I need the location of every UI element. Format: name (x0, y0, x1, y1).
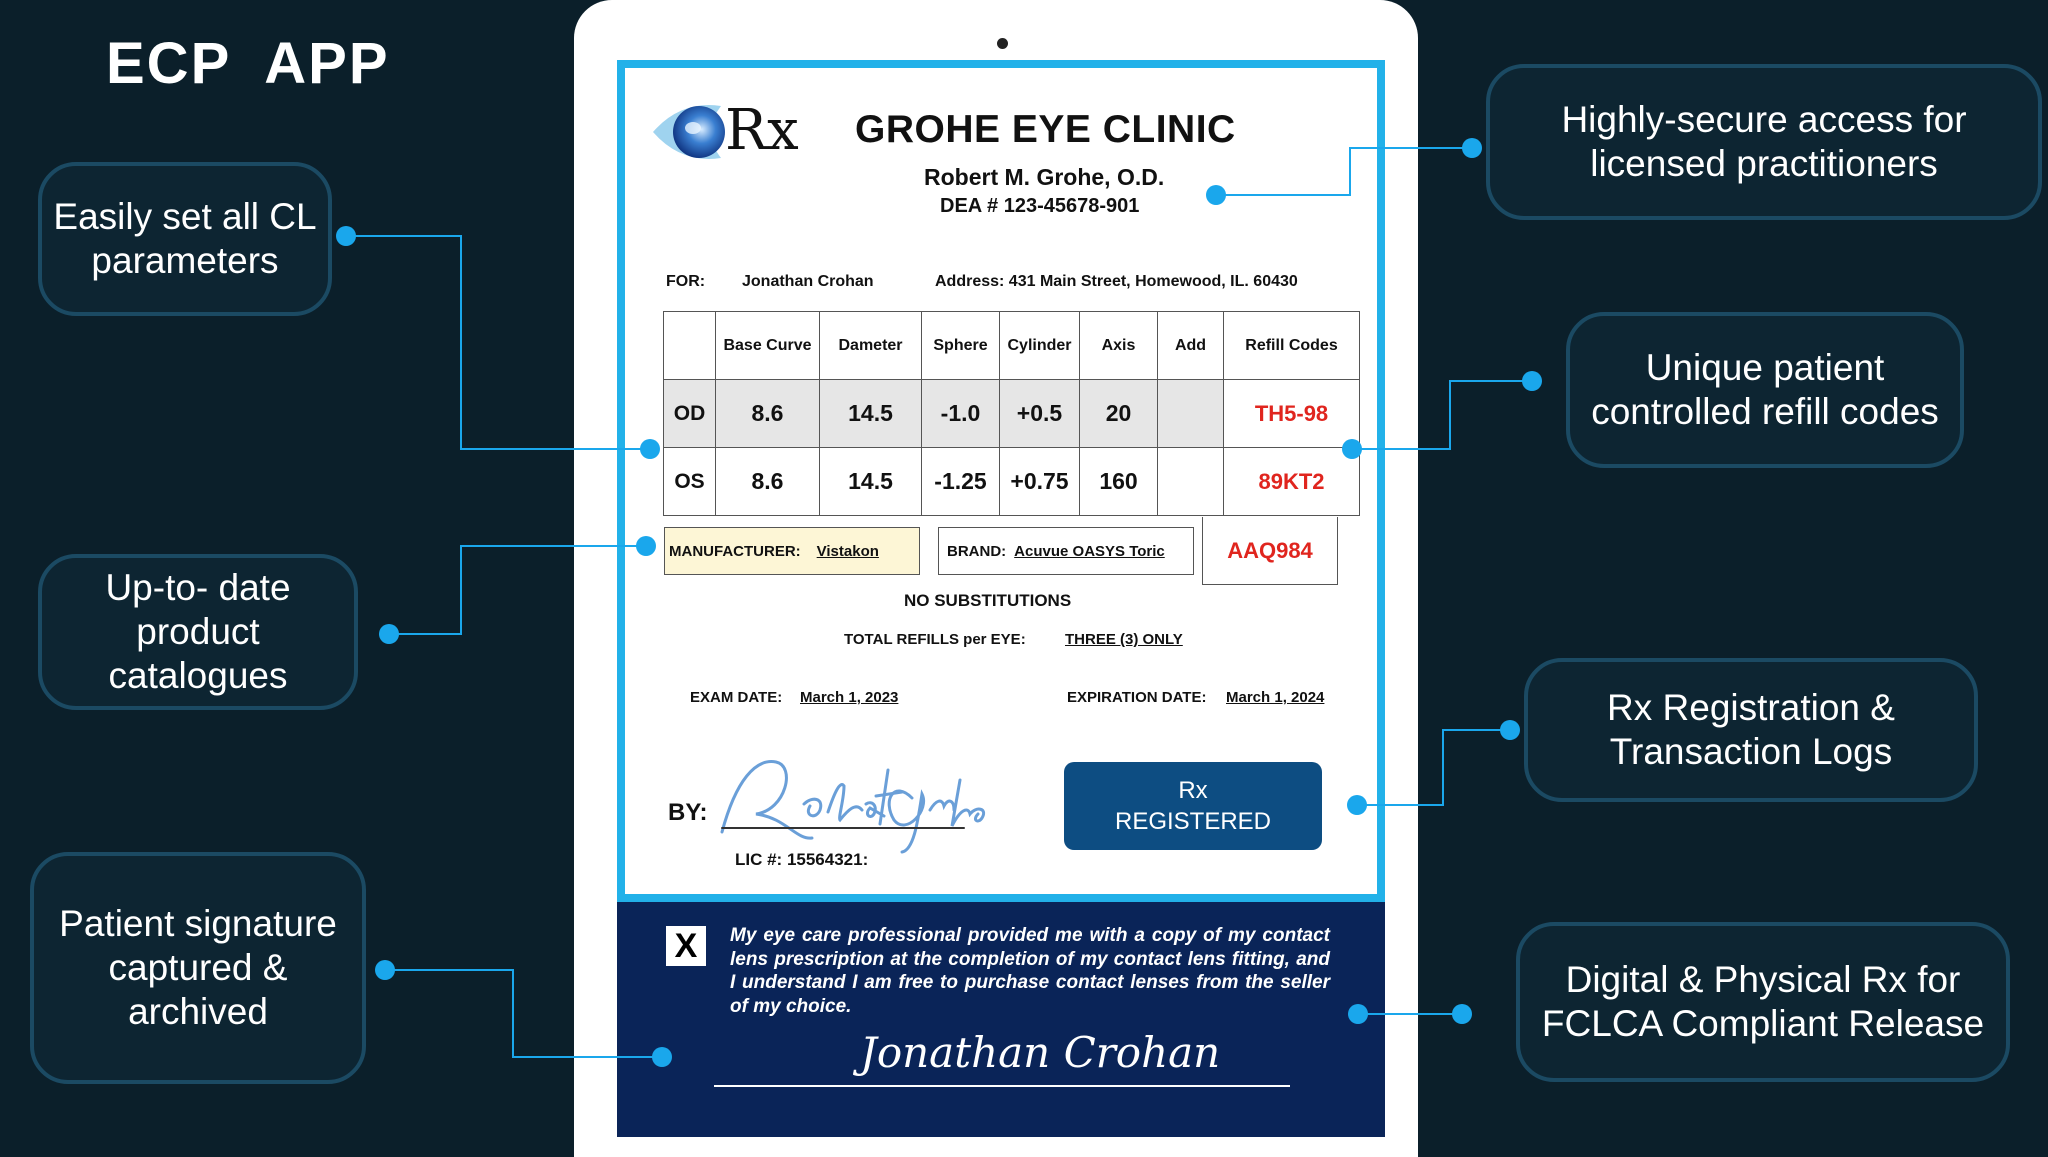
table-cell[interactable]: 160 (1080, 448, 1158, 516)
for-label: FOR: (666, 273, 706, 290)
column-header: Refill Codes (1224, 312, 1360, 380)
no-substitutions: NO SUBSTITUTIONS (904, 591, 1072, 610)
refill-code: TH5-98 (1224, 380, 1360, 448)
connector-dot (640, 439, 660, 459)
connector-dot (1348, 1004, 1368, 1024)
table-cell[interactable]: +0.5 (1000, 380, 1080, 448)
manufacturer-label: MANUFACTURER: (669, 542, 801, 560)
column-header: Cylinder (1000, 312, 1080, 380)
registered-line-1: Rx (1178, 777, 1208, 804)
callout-line: archived (128, 991, 268, 1032)
column-header: Dameter (820, 312, 922, 380)
refills-value: THREE (3) ONLY (1065, 631, 1183, 648)
callout-line: Easily set all CL (53, 196, 317, 237)
callout-line: Unique patient (1645, 347, 1885, 388)
table-cell[interactable]: 14.5 (820, 380, 922, 448)
connector-dot (379, 624, 399, 644)
column-header: Sphere (922, 312, 1000, 380)
connector-dot (1452, 1004, 1472, 1024)
patient-name: Jonathan Crohan (742, 273, 874, 290)
callout-line: Highly-secure access for (1561, 99, 1967, 140)
connector-dot (336, 226, 356, 246)
connector-dot (1347, 795, 1367, 815)
brand-value: Acuvue OASYS Toric (1014, 542, 1165, 560)
table-cell[interactable]: +0.75 (1000, 448, 1080, 516)
callout-line: controlled refill codes (1591, 391, 1939, 432)
table-cell[interactable]: 14.5 (820, 448, 922, 516)
table-cell: OS (664, 448, 716, 516)
table-cell[interactable]: -1.0 (922, 380, 1000, 448)
brand-label: BRAND: (947, 542, 1007, 560)
expiration-date-value: March 1, 2024 (1226, 689, 1325, 706)
connector-dot (1522, 371, 1542, 391)
connector-dot (1206, 185, 1226, 205)
table-cell: OD (664, 380, 716, 448)
patient-signature: Jonathan Crohan (860, 1028, 1221, 1077)
refills-label: TOTAL REFILLS per EYE: (844, 631, 1026, 648)
connector-dot (375, 960, 395, 980)
connector-dot (1500, 720, 1520, 740)
consent-text: My eye care professional provided me with a copy of my contact lens prescription at the completion of my contact lens fitting, and I understand I am free to purchase contact lenses from the seller of my choice. (730, 925, 1330, 1017)
connector-dot (1342, 439, 1362, 459)
callout-line: parameters (91, 240, 279, 281)
by-label: BY: (668, 799, 708, 826)
patient-address: Address: 431 Main Street, Homewood, IL. 60430 (935, 273, 1298, 290)
refill-code: 89KT2 (1224, 448, 1360, 516)
callout-line: product (136, 611, 260, 652)
callout-line: Transaction Logs (1609, 731, 1893, 772)
connector-dot (1462, 138, 1482, 158)
callout-line: Up-to- date (105, 567, 291, 608)
rx-logo-text: Rx (725, 98, 799, 163)
callout-line: Patient signature (59, 903, 337, 944)
column-header: Add (1158, 312, 1224, 380)
table-cell[interactable]: 8.6 (716, 448, 820, 516)
license-number: LIC #: 15564321: (735, 850, 869, 869)
exam-date-label: EXAM DATE: (690, 689, 783, 706)
connector-dot (652, 1047, 672, 1067)
column-header: Base Curve (716, 312, 820, 380)
table-cell[interactable]: 8.6 (716, 380, 820, 448)
callout-line: licensed practitioners (1590, 143, 1938, 184)
table-cell[interactable]: 20 (1080, 380, 1158, 448)
doctor-name: Robert M. Grohe, O.D. (924, 164, 1165, 190)
app-title: ECP APP (106, 31, 390, 96)
table-cell[interactable]: -1.25 (922, 448, 1000, 516)
column-header: Axis (1080, 312, 1158, 380)
callout-line: Digital & Physical Rx for (1565, 959, 1961, 1000)
registered-line-2: REGISTERED (1114, 808, 1272, 835)
clinic-name: GROHE EYE CLINIC (855, 108, 1236, 151)
manufacturer-value: Vistakon (816, 542, 879, 560)
connector-dot (636, 536, 656, 556)
dea-number: DEA # 123-45678-901 (940, 195, 1140, 217)
callout-line: captured & (108, 947, 288, 988)
callout-line: catalogues (108, 655, 288, 696)
callout-line: Rx Registration & (1607, 687, 1895, 728)
exam-date-value: March 1, 2023 (800, 689, 899, 706)
refill-code-extra: AAQ984 (1202, 517, 1338, 585)
expiration-date-label: EXPIRATION DATE: (1067, 689, 1207, 706)
callout-line: FCLCA Compliant Release (1541, 1003, 1985, 1044)
consent-checkbox[interactable]: X (666, 926, 706, 966)
